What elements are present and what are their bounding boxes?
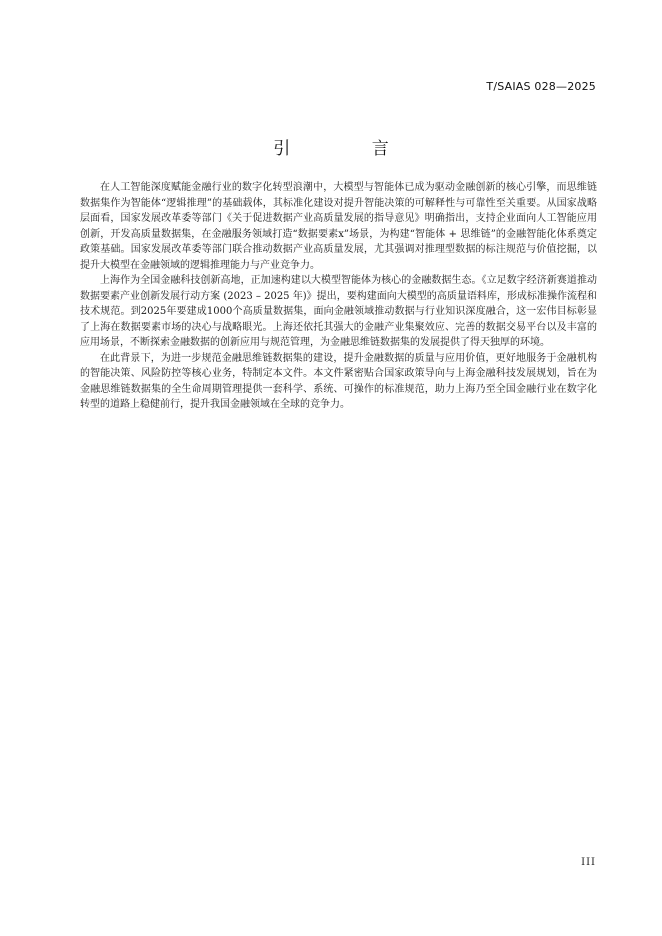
page-number: III (581, 857, 596, 868)
document-code: T/SAIAS 028—2025 (486, 80, 596, 93)
page-title: 引 言 (273, 139, 427, 159)
paragraph: 上海作为全国金融科技创新高地，正加速构建以大模型智能体为核心的金融数据生态。《立足数字经济新赛道推动数据要素产业创新发展行动方案 (2023 – 2025 年)》提出，要构建面向大模型的高质量语料库，形成标准操作流程和技术规范。到2025年要建成1000个高质量数据集，面向金融领域推动数据与行业知识深度融合，这一宏伟目标彰显了上海在数据要素市场的决心与战略眼光。上海还依托其强大的金融产业集聚效应、完善的数据交易平台以及丰富的应用场景，不断探索金融数据的创新应用与规范管理，为金融思维链数据集的发展提供了得天独厚的环境。 (80, 275, 597, 348)
paragraph: 在此背景下，为进一步规范金融思维链数据集的建设，提升金融数据的质量与应用价值，更好地服务于金融机构的智能决策、风险防控等核心业务，特制定本文件。本文件紧密贴合国家政策导向与上海金融科技发展规划，旨在为金融思维链数据集的全生命周期管理提供一套科学、系统、可操作的标准规范，助力上海乃至全国金融行业在数字化转型的道路上稳健前行，提升我国金融领域在全球的竞争力。 (80, 352, 597, 410)
body-text (80, 180, 597, 413)
paragraph: 在人工智能深度赋能金融行业的数字化转型浪潮中，大模型与智能体已成为驱动金融创新的核心引擎，而思维链数据集作为智能体“逻辑推理”的基础载体，其标准化建设对提升智能决策的可解释性与可靠性至关重要。从国家战略层面看，国家发展改革委等部门《关于促进数据产业高质量发展的指导意见》明确指出，支持企业面向人工智能应用创新，开发高质量数据集，在金融服务领域打造“数据要素x”场景，为构建“智能体 + 思维链”的金融智能化体系奠定政策基础。国家发展改革委等部门联合推动数据产业高质量发展，尤其强调对推理型数据的标注规范与价值挖掘，以提升大模型在金融领域的逻辑推理能力与产业竞争力。 (80, 182, 597, 271)
